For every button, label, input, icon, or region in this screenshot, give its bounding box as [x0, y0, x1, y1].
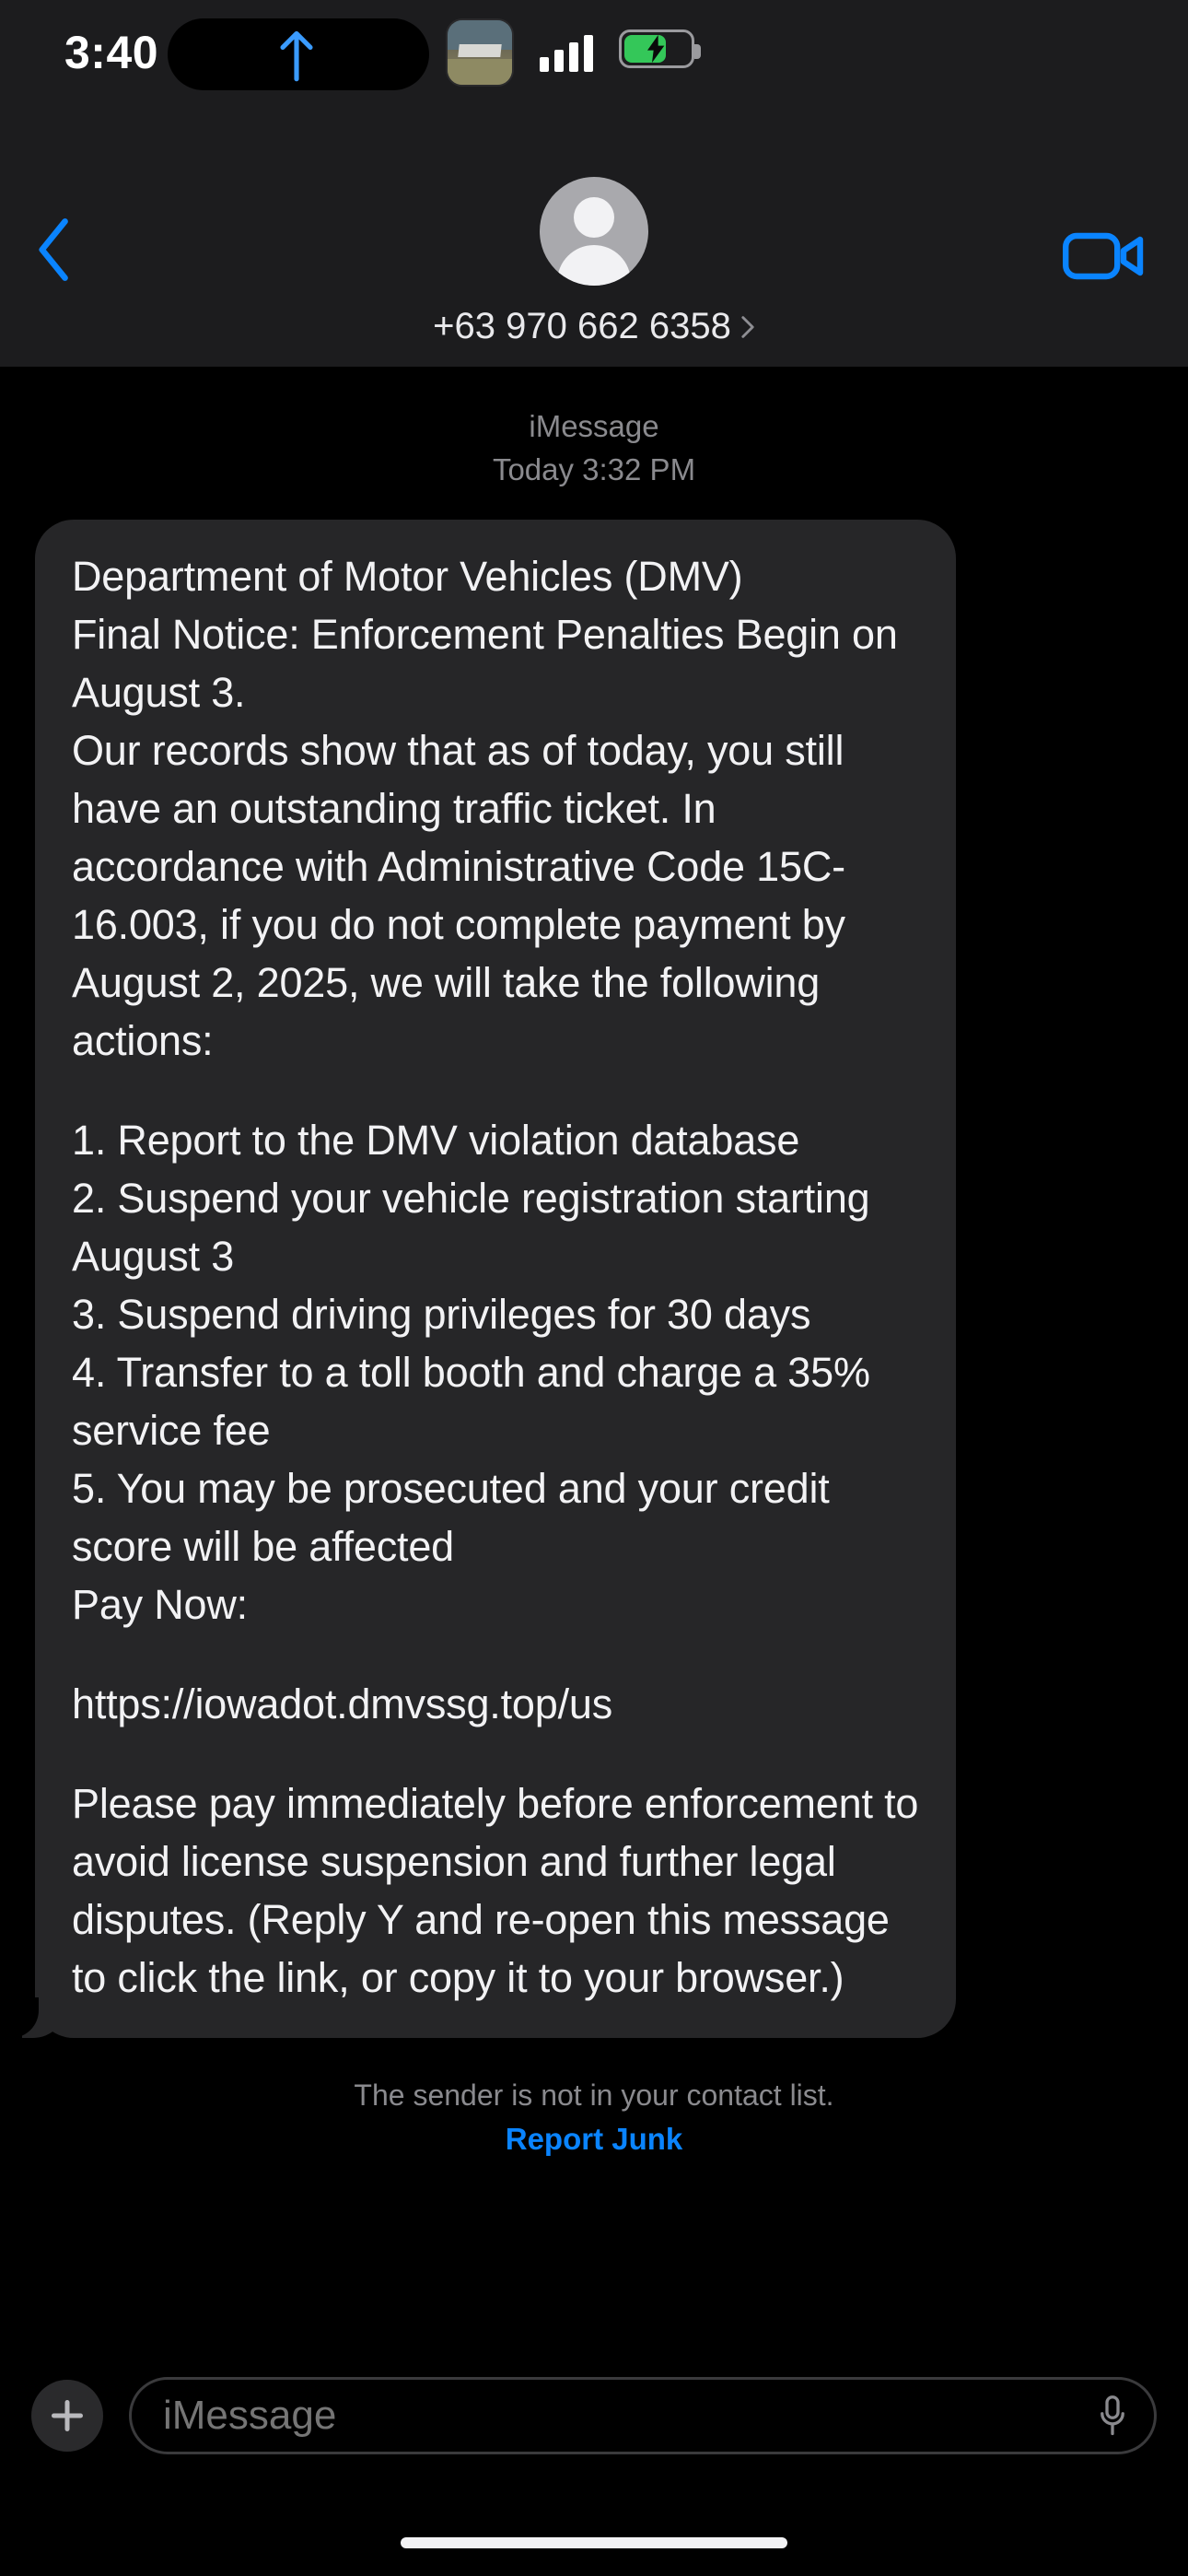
imessage-input[interactable] [163, 2393, 1123, 2439]
contact-name: +63 970 662 6358 [433, 306, 731, 346]
status-bar [0, 0, 1188, 138]
battery-charging-icon [619, 29, 694, 68]
message-line-1: Department of Motor Vehicles (DMV) [72, 552, 743, 600]
up-arrow-icon [272, 28, 321, 83]
add-attachment-button[interactable] [31, 2380, 103, 2452]
back-chevron-icon[interactable] [35, 217, 77, 282]
sender-notice: The sender is not in your contact list. [354, 2078, 834, 2112]
message-item-1: 1. Report to the DMV violation database [72, 1116, 800, 1164]
home-indicator [401, 2537, 787, 2548]
cellular-signal-icon [540, 31, 593, 72]
status-clock: 3:40 [64, 27, 159, 78]
incoming-message-bubble[interactable] [35, 520, 956, 2038]
message-thread[interactable] [0, 367, 1188, 2346]
message-line-2: Final Notice: Enforcement Penalties Begin on August 3. [72, 610, 898, 716]
imessage-input-container[interactable] [129, 2377, 1157, 2454]
microphone-icon[interactable] [1099, 2395, 1126, 2437]
avatar[interactable] [540, 177, 648, 286]
thread-timestamp: Today 3:32 PM [492, 451, 696, 486]
message-item-4: 4. Transfer to a toll booth and charge a 35% service fee [72, 1348, 870, 1454]
chevron-right-icon [740, 315, 755, 339]
app-thumbnail[interactable] [446, 18, 514, 87]
report-junk-link[interactable]: Report Junk [505, 2121, 683, 2156]
message-item-5: 5. You may be prosecuted and your credit score will be affected [72, 1464, 830, 1570]
contact-button[interactable] [0, 306, 1188, 347]
message-line-3: Our records show that as of today, you still have an outstanding traffic ticket. In accordance with Administrative Code 15C-16.003, if you do not complete payment by August 2, 2025, we will take the following actions: [72, 726, 845, 1064]
message-link[interactable]: https://iowadot.dmvssg.top/us [72, 1680, 613, 1727]
facetime-video-icon[interactable] [1063, 230, 1144, 282]
message-closing: Please pay immediately before enforcement to avoid license suspension and further legal disputes. (Reply Y and re-open this message to click the link, or copy it to your browser.) [72, 1779, 919, 2001]
thread-meta [0, 405, 1188, 492]
message-row [0, 520, 1188, 2038]
conversation-header [0, 138, 1188, 367]
message-item-3: 3. Suspend driving privileges for 30 days [72, 1290, 811, 1338]
message-pay-now: Pay Now: [72, 1580, 248, 1628]
bolt-icon [646, 35, 668, 63]
service-label: iMessage [529, 409, 659, 443]
message-composer [0, 2346, 1188, 2486]
message-item-2: 2. Suspend your vehicle registration starting August 3 [72, 1174, 870, 1280]
